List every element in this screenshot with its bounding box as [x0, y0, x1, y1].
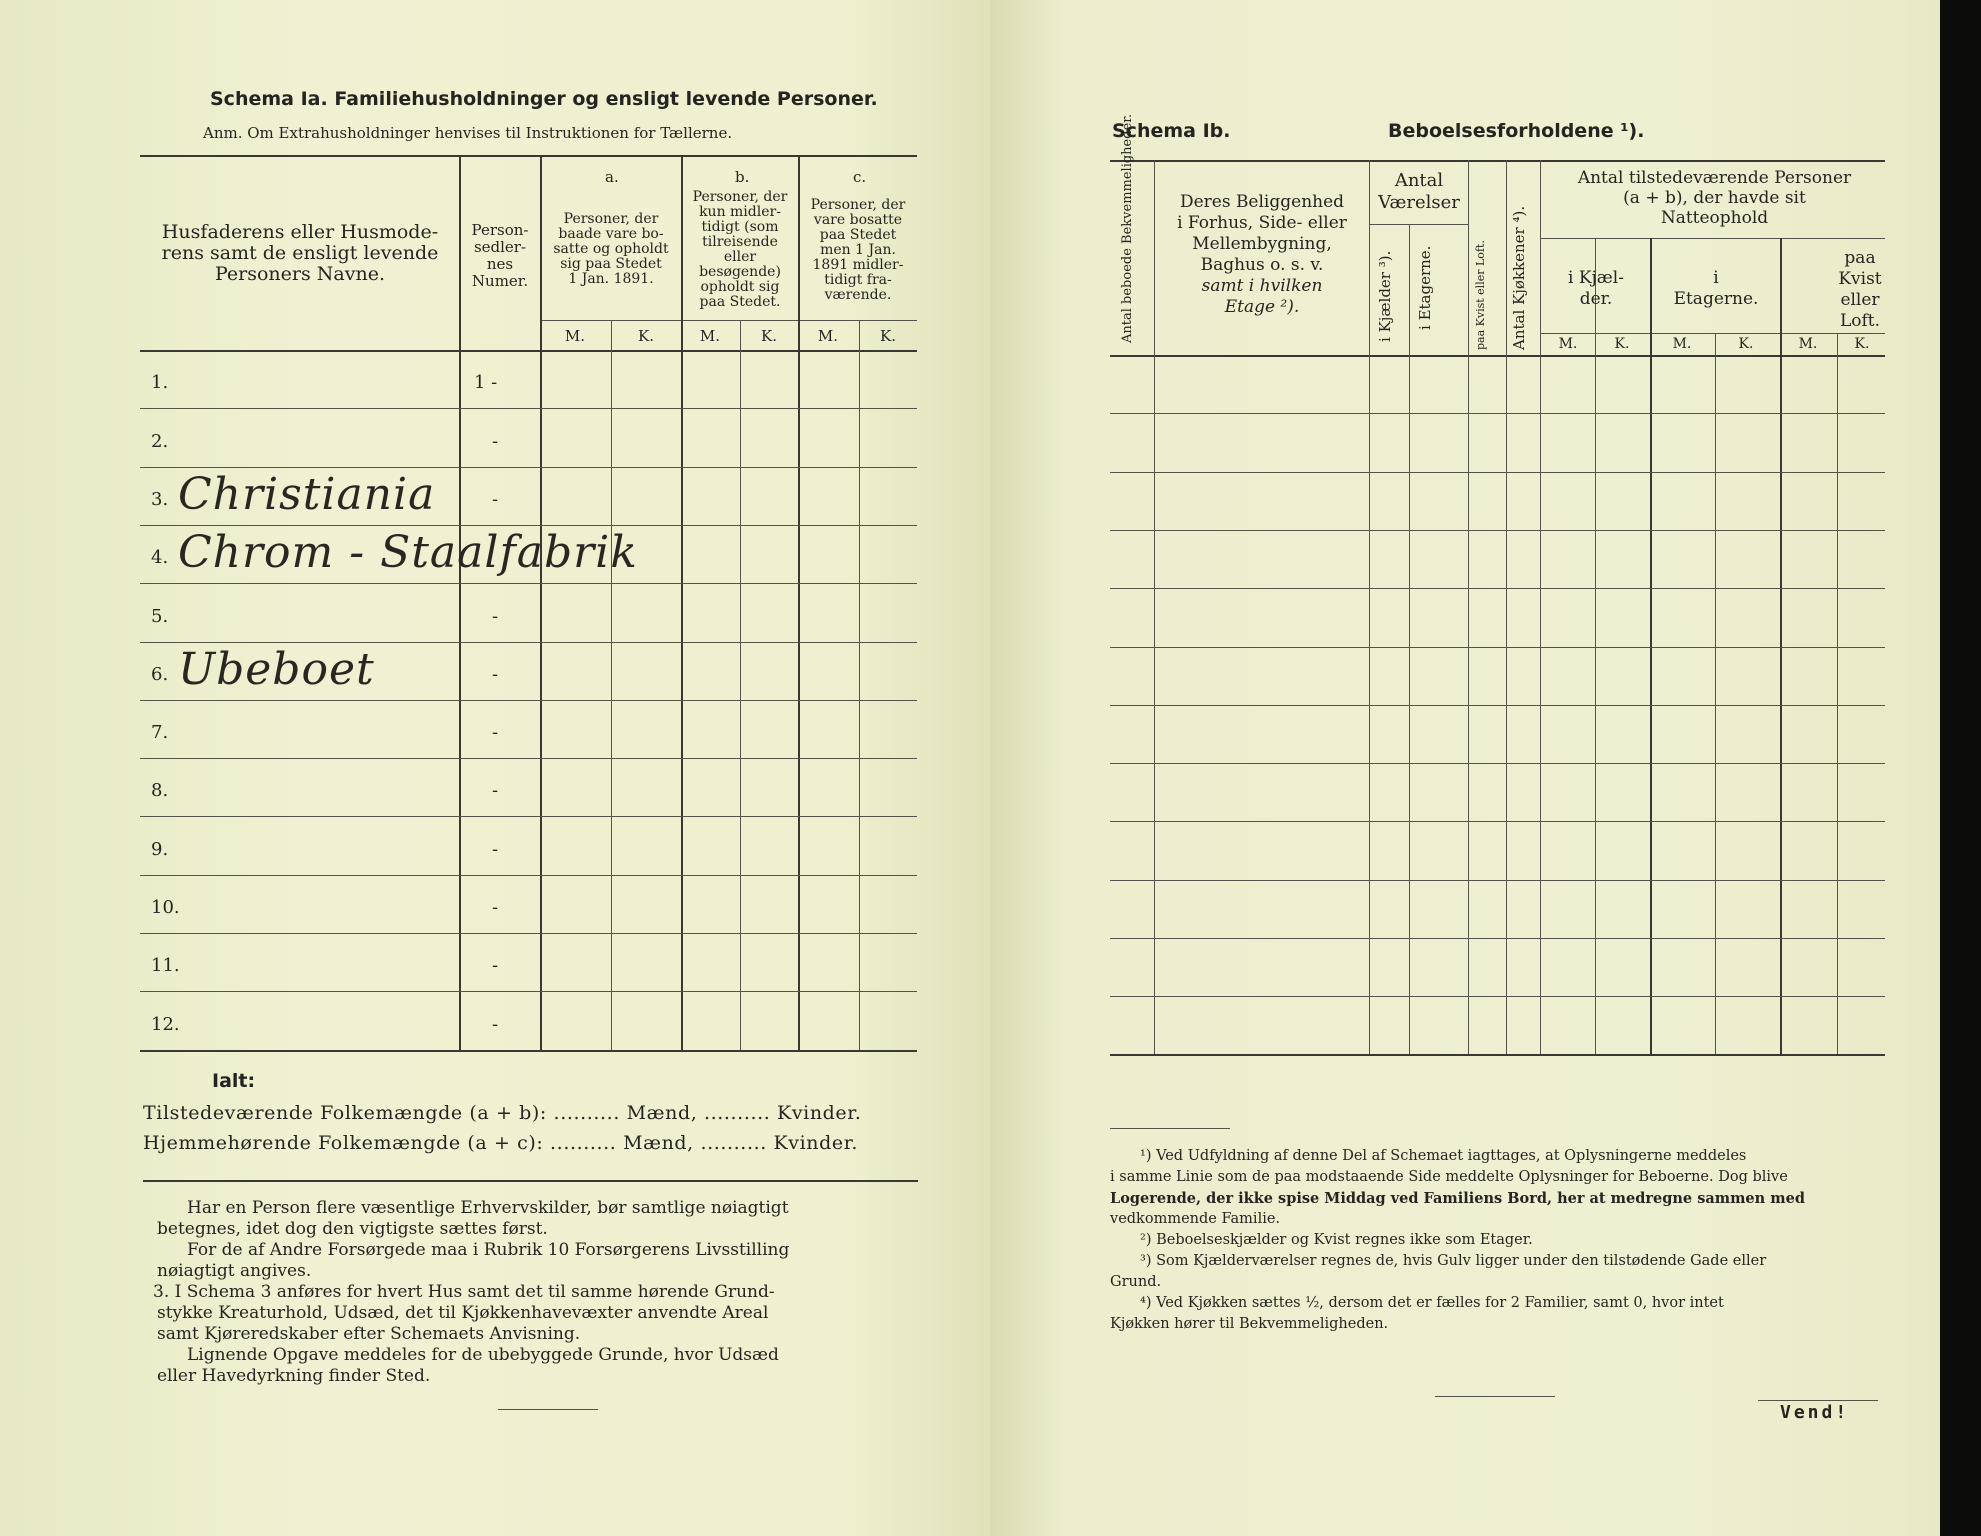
row-divider — [140, 583, 917, 584]
total-present: Tilstedeværende Folkemængde (a + b): .......... Mænd, .......... Kvinder. — [143, 1102, 862, 1124]
row-divider — [140, 642, 917, 643]
footnotes: ¹) Ved Udfyldning af denne Del af Schemaet iagttages, at Oplysningerne meddeles i samme Linie som de paa modstaaende Side meddelte Oplysninger for Beboerne. Dog blive Logerende, der ikke spise Middag ved Familiens Bord, her at medregne sammen med vedkommende Familie. ²) Beboelseskjælder og Kvist regnes ikke som Etager. ³) Som Kjælderværelser regnes de, hvis Gulv ligger under den tilstødende Gade eller Grund. ⁴) Ved Kjøkken sættes ½, dersom det er fælles for 2 Familier, samt 0, hvor intet Kjøkken hører til Bekvemmeligheden. — [1110, 1148, 1805, 1332]
paa-kvist-header: paa Kvist eller Loft. — [1838, 248, 1882, 331]
schema-1b-subtitle: Beboelsesforholdene ¹). — [1388, 120, 1645, 142]
row-mark: - — [492, 897, 499, 918]
row-divider — [1110, 705, 1885, 706]
row-divider — [140, 933, 917, 934]
col-a-k: K. — [638, 327, 654, 345]
row-number: 4. — [151, 547, 169, 568]
kvist-m: M. — [1798, 336, 1818, 352]
row-divider — [140, 875, 917, 876]
kvist-header: paa Kvist eller Loft. — [1474, 240, 1487, 350]
instructions-notes: Har en Person flere væsentlige Erhvervskilder, bør samtlige nøiagtigt betegnes, idet dog den vigtigste sættes først. For de af Andre Forsørgede maa i Rubrik 10 Forsørgerens Livsstilling nøiagtigt angives. 3. I Schema 3 anføres for hvert Hus samt det til samme hørende Grund- stykke Kreaturhold, Udsæd, det til Kjøkkenhavevæxter anvendte Areal samt Kjøreredskaber efter Schemaets Anvisning. Lignende Opgave meddeles for de ubebyggede Grunde, hvor Udsæd eller Havedyrkning finder Sted. — [153, 1198, 790, 1386]
col-bekvem-header: Antal beboede Bekvemmeligheder. — [1120, 113, 1135, 343]
row-name-handwritten: Christiania — [178, 469, 436, 520]
tilstede-header: Antal tilstedeværende Personer (a + b), der havde sit Natteophold — [1577, 168, 1852, 228]
number-header: Person- sedler- nes Numer. — [471, 221, 529, 290]
schema-1a-title: Schema Ia. Familiehusholdninger og ensligt levende Personer. — [210, 88, 878, 110]
row-number: 3. — [151, 489, 169, 510]
row-divider — [1110, 821, 1885, 822]
row-divider — [140, 991, 917, 992]
row-number: 9. — [151, 839, 169, 860]
row-divider — [1110, 880, 1885, 881]
col-c-letter: c. — [853, 168, 867, 186]
col-a-header: Personer, der baade vare bo- satte og opholdt sig paa Stedet 1 Jan. 1891. — [553, 211, 669, 287]
col-c-k: K. — [880, 327, 896, 345]
row-name-handwritten: Ubeboet — [178, 644, 375, 695]
col-b-letter: b. — [735, 168, 750, 186]
row-mark: - — [492, 722, 499, 743]
row-mark: - — [492, 664, 499, 685]
row-mark: - — [492, 431, 499, 452]
row-divider — [1110, 413, 1885, 414]
col-b-header: Personer, der kun midler- tidigt (som tilreisende eller besøgende) opholdt sig paa Stedet. — [692, 189, 788, 310]
schema-1b-title: Schema Ib. — [1112, 120, 1231, 142]
row-mark: - — [492, 1014, 499, 1035]
row-mark: - — [492, 839, 499, 860]
ialt-label: Ialt: — [212, 1070, 256, 1092]
row-divider — [1110, 647, 1885, 648]
row-divider — [1110, 588, 1885, 589]
row-mark: - — [492, 955, 499, 976]
row-number: 12. — [151, 1014, 180, 1035]
total-resident: Hjemmehørende Folkemængde (a + c): .......... Mænd, .......... Kvinder. — [143, 1132, 858, 1154]
row-number: 5. — [151, 606, 169, 627]
row-number: 1. — [151, 372, 169, 393]
col-c-header: Personer, der vare bosatte paa Stedet men 1 Jan. 1891 midler- tidigt fra- værende. — [810, 197, 906, 303]
row-mark: - — [492, 780, 499, 801]
row-divider — [1110, 763, 1885, 764]
row-number: 8. — [151, 780, 169, 801]
row-divider — [140, 525, 917, 526]
i-kjaelder-header: i Kjæl- der. — [1568, 268, 1624, 309]
col-c-m: M. — [817, 327, 839, 345]
row-number: 6. — [151, 664, 169, 685]
row-divider — [1110, 472, 1885, 473]
kvist-k: K. — [1854, 336, 1870, 352]
row-divider — [140, 700, 917, 701]
etagerne-k: K. — [1738, 336, 1754, 352]
row-number: 11. — [151, 955, 180, 976]
etagerne-m: M. — [1672, 336, 1692, 352]
i-etagerne-header: i Etagerne. — [1673, 268, 1759, 309]
vaerelser-header: Antal Værelser — [1378, 170, 1460, 213]
anm-note: Anm. Om Extrahusholdninger henvises til Instruktionen for Tællerne. — [203, 124, 733, 142]
etagerne-header: i Etagerne. — [1416, 245, 1434, 330]
row-number: 2. — [151, 431, 169, 452]
col-b-k: K. — [761, 327, 777, 345]
row-mark: 1 - — [474, 372, 498, 393]
row-divider — [140, 816, 917, 817]
row-divider — [1110, 530, 1885, 531]
row-divider — [1110, 938, 1885, 939]
col-a-m: M. — [564, 327, 586, 345]
row-divider — [140, 758, 917, 759]
row-number: 7. — [151, 722, 169, 743]
right-page — [990, 0, 1940, 1536]
col-b-m: M. — [699, 327, 721, 345]
vend-label: Vend! — [1780, 1402, 1850, 1423]
row-mark: - — [492, 489, 499, 510]
kjokkener-header: Antal Kjøkkener ⁴). — [1510, 205, 1528, 350]
row-divider — [140, 408, 917, 409]
row-number: 10. — [151, 897, 180, 918]
col-beliggenhed-header: Deres Beliggenhed i Forhus, Side- eller Mellembygning, Baghus o. s. v. samt i hvilken Etage ²). — [1177, 192, 1347, 317]
left-page — [0, 0, 990, 1536]
row-name-handwritten: Chrom - Staalfabrik — [178, 527, 638, 578]
col-a-letter: a. — [605, 168, 619, 186]
row-mark: - — [492, 606, 499, 627]
row-divider — [140, 467, 917, 468]
row-divider — [1110, 996, 1885, 997]
names-header: Husfaderens eller Husmode- rens samt de ensligt levende Personers Navne. — [161, 221, 439, 285]
kjaelder-header: i Kjælder ³). — [1376, 250, 1394, 342]
kjaelder-k: K. — [1614, 336, 1630, 352]
kjaelder-m: M. — [1558, 336, 1578, 352]
